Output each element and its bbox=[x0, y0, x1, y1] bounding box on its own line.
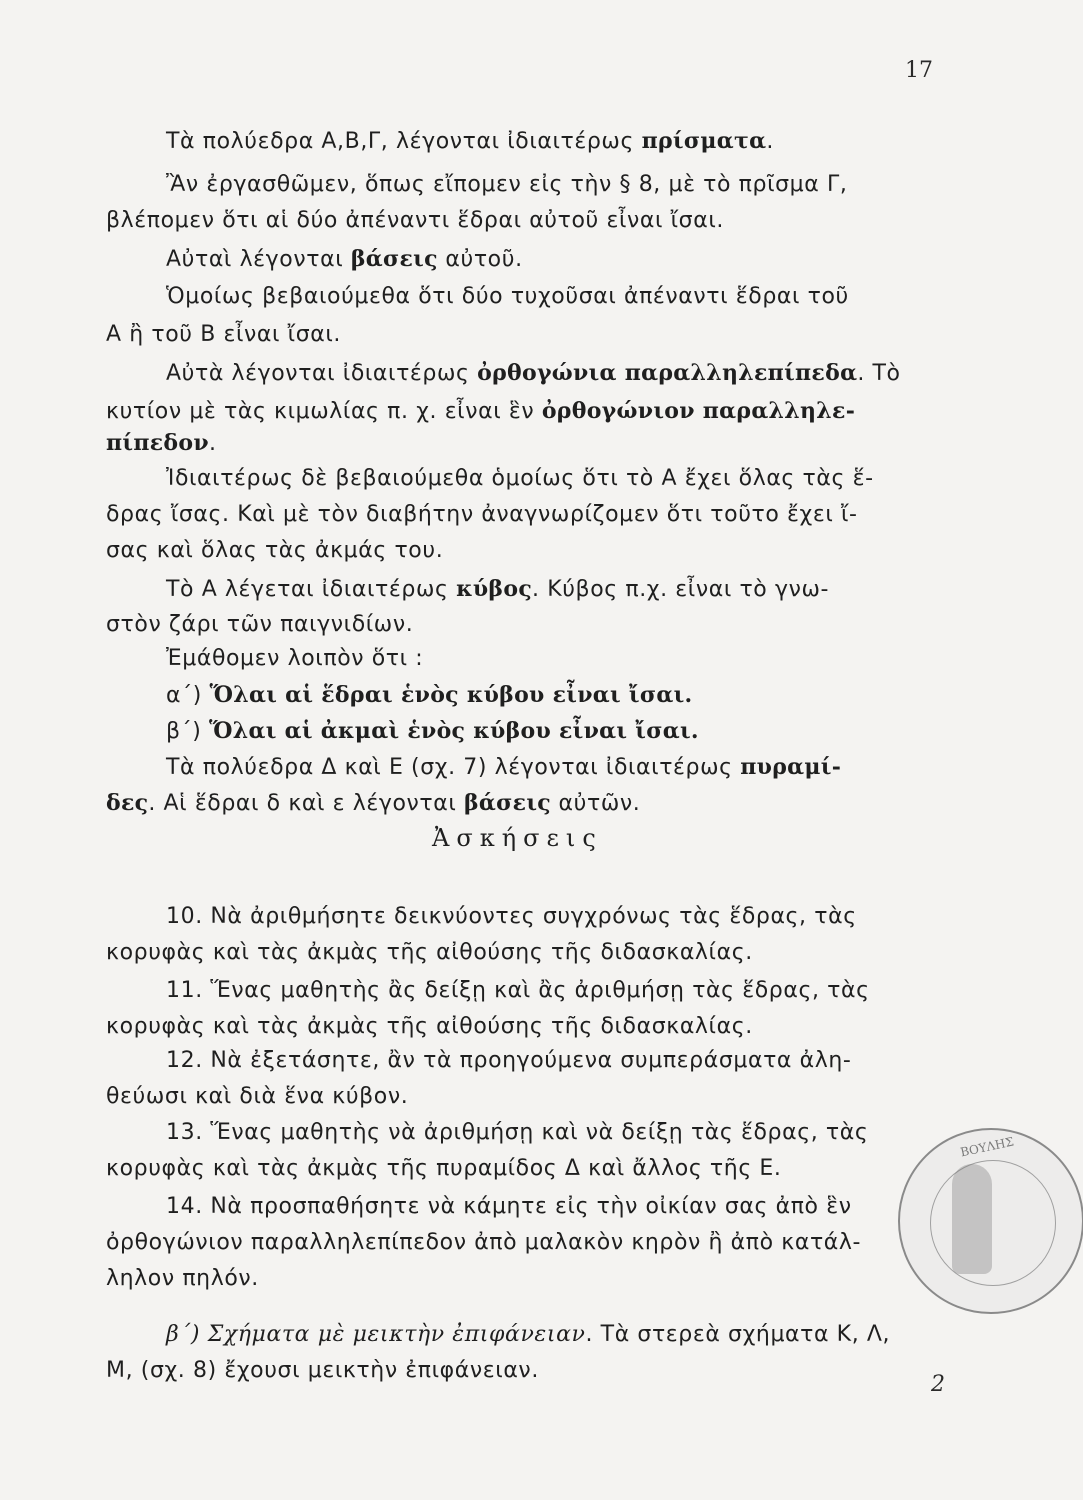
para7-line2: στὸν ζάρι τῶν παιγνιδίων. bbox=[106, 612, 414, 637]
library-stamp-icon: ΒΟΥΛΗΣ bbox=[898, 1128, 1083, 1314]
exercise-11-line1: 11. Ἕνας μαθητὴς ἂς δείξῃ καὶ ἂς ἀριθμήσῃ τὰς ἕδρας, τὰς bbox=[166, 978, 870, 1003]
para4-line2: Α ἢ τοῦ Β εἶναι ἴσαι. bbox=[106, 322, 341, 347]
term-orthogonion: ὀρθογώνιον παραλληλε- bbox=[541, 398, 856, 424]
exercise-14-line2: ὀρθογώνιον παραλληλεπίπεδον ἀπὸ μαλακὸν κηρὸν ἢ ἀπὸ κατάλ- bbox=[106, 1230, 862, 1255]
exercise-10-line1: 10. Νὰ ἀριθμήσητε δεικνύοντες συγχρόνως τὰς ἕδρας, τὰς bbox=[166, 904, 857, 929]
para8: Ἐμάθομεν λοιπὸν ὅτι : bbox=[166, 646, 424, 671]
term-prismata: πρίσματα bbox=[641, 128, 767, 154]
rule-a: α΄) Ὅλαι αἱ ἕδραι ἑνὸς κύβου εἶναι ἴσαι. bbox=[166, 682, 693, 708]
para9-line2: δες. Αἱ ἕδραι δ καὶ ε λέγονται βάσεις αὐτῶν. bbox=[106, 790, 641, 816]
para5-line2: κυτίον μὲ τὰς κιμωλίας π. χ. εἶναι ἓν ὀρθογώνιον παραλληλε- bbox=[106, 398, 856, 424]
exercise-14-line1: 14. Νὰ προσπαθήσητε νὰ κάμητε εἰς τὴν οἰκίαν σας ἀπὸ ἓν bbox=[166, 1194, 852, 1219]
page-number-bottom: 2 bbox=[931, 1372, 945, 1397]
term-pipedon: πίπεδον bbox=[106, 430, 209, 456]
exercise-13-line1: 13. Ἕνας μαθητὴς νὰ ἀριθμήσῃ καὶ νὰ δείξῃ τὰς ἕδρας, τὰς bbox=[166, 1120, 869, 1145]
exercise-12-line1: 12. Νὰ ἐξετάσητε, ἂν τὰ προηγούμενα συμπεράσματα ἀλη- bbox=[166, 1048, 852, 1073]
para5-line3: πίπεδον. bbox=[106, 430, 217, 456]
page-number-top: 17 bbox=[905, 58, 933, 83]
term-baseis: βάσεις bbox=[350, 246, 438, 272]
para4-line1: Ὁμοίως βεβαιούμεθα ὅτι δύο τυχοῦσαι ἀπέναντι ἕδραι τοῦ bbox=[166, 284, 849, 309]
para9-line1: Τὰ πολύεδρα Δ καὶ Ε (σχ. 7) λέγονται ἰδιαιτέρως πυραμί- bbox=[166, 754, 842, 780]
para-bases: Αὐταὶ λέγονται βάσεις αὐτοῦ. bbox=[166, 246, 523, 272]
para6-line1: Ἰδιαιτέρως δὲ βεβαιούμεθα ὁμοίως ὅτι τὸ Α ἔχει ὅλας τὰς ἕ- bbox=[166, 466, 874, 491]
final-line1: β΄) Σχήματα μὲ μεικτὴν ἐπιφάνειαν. Τὰ στερεὰ σχήματα Κ, Λ, bbox=[166, 1322, 891, 1347]
term-pyramides: πυραμί- bbox=[740, 754, 842, 780]
exercise-11-line2: κορυφὰς καὶ τὰς ἀκμὰς τῆς αἰθούσης τῆς διδασκαλίας. bbox=[106, 1014, 753, 1039]
term-kybos: κύβος bbox=[456, 576, 533, 602]
exercises-heading: Ἀσκήσεις bbox=[432, 824, 603, 852]
term-baseis-2: βάσεις bbox=[463, 790, 551, 816]
exercise-10-line2: κορυφὰς καὶ τὰς ἀκμὰς τῆς αἰθούσης τῆς διδασκαλίας. bbox=[106, 940, 753, 965]
para2-line2: βλέπομεν ὅτι αἱ δύο ἀπέναντι ἕδραι αὐτοῦ εἶναι ἴσαι. bbox=[106, 208, 724, 233]
section-title-mixed-surface: β΄) Σχήματα μὲ μεικτὴν ἐπιφάνειαν bbox=[166, 1322, 586, 1347]
para6-line3: σας καὶ ὅλας τὰς ἀκμάς του. bbox=[106, 538, 444, 563]
exercise-14-line3: ληλον πηλόν. bbox=[106, 1266, 259, 1291]
para7-line1: Τὸ Α λέγεται ἰδιαιτέρως κύβος. Κύβος π.χ. εἶναι τὸ γνω- bbox=[166, 576, 830, 602]
para-prisms: Τὰ πολύεδρα Α,Β,Γ, λέγονται ἰδιαιτέρως πρίσματα. bbox=[166, 128, 774, 154]
final-line2: Μ, (σχ. 8) ἔχουσι μεικτὴν ἐπιφάνειαν. bbox=[106, 1358, 539, 1383]
para5-line1: Αὐτὰ λέγονται ἰδιαιτέρως ὀρθογώνια παραλληλεπίπεδα. Τὸ bbox=[166, 360, 901, 386]
para2-line1: Ἂν ἐργασθῶμεν, ὅπως εἴπομεν εἰς τὴν § 8, μὲ τὸ πρῖσμα Γ, bbox=[166, 172, 848, 197]
exercise-13-line2: κορυφὰς καὶ τὰς ἀκμὰς τῆς πυραμίδος Δ καὶ ἄλλος τῆς Ε. bbox=[106, 1156, 782, 1181]
term-orthogonia: ὀρθογώνια παραλληλεπίπεδα bbox=[477, 360, 858, 386]
rule-b: β΄) Ὅλαι αἱ ἀκμαὶ ἑνὸς κύβου εἶναι ἴσαι. bbox=[166, 718, 699, 744]
exercise-12-line2: θεύωσι καὶ διὰ ἕνα κύβον. bbox=[106, 1084, 409, 1109]
para6-line2: δρας ἴσας. Καὶ μὲ τὸν διαβήτην ἀναγνωρίζομεν ὅτι τοῦτο ἔχει ἴ- bbox=[106, 502, 858, 527]
